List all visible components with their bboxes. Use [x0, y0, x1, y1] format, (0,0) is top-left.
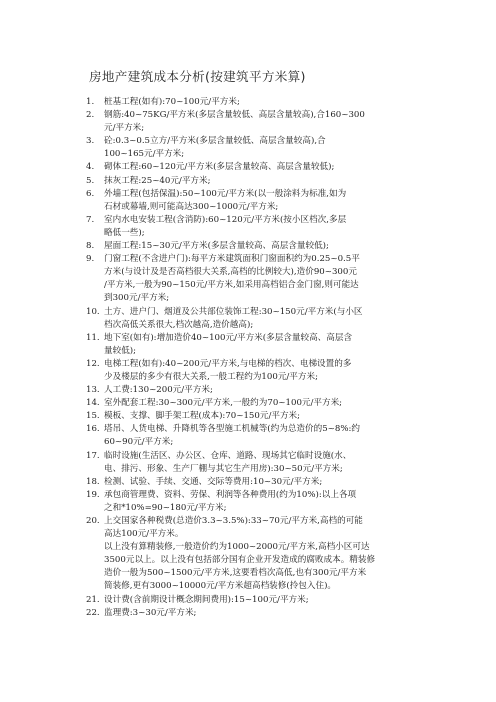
list-item [86, 96, 402, 109]
item-number: 8. [86, 241, 95, 252]
item-number: 19. [86, 489, 100, 500]
list-item [86, 594, 402, 607]
item-text: 砼:0.3~0.5立方/平方米(多层含量较低、高层含量较高),合 100~165元/平方米; [104, 136, 326, 160]
item-number: 17. [86, 450, 100, 461]
list-item [86, 397, 402, 410]
item-text: 门窗工程(不含进户门):每平方米建筑面积门窗面积约为0.25~0.5平 方米(与设计及是否高档很大关系,高档的比例较大),造价90~300元 /平方米,一般为90~150元/平方米,如采用高档铝合金门窗,则可能达 到300元/平方米; [104, 254, 360, 304]
list-item [86, 240, 402, 253]
item-text: 上交国家各种税费(总造价3.3~3.5%):33~70元/平方米,高档的可能 高达100元/平方米。 [104, 516, 363, 540]
item-number: 10. [86, 306, 100, 317]
item-text: 砌体工程:60~120元/平方米(多层含量较高、高层含量较低); [104, 162, 335, 173]
item-number: 20. [86, 516, 100, 526]
item-text: 钢筋:40~75KG/平方米(多层含量较低、高层含量较高),合160~300 元/平方米; [104, 110, 365, 134]
item-number: 6. [86, 188, 95, 199]
item-number: 9. [86, 254, 95, 265]
list-item [86, 135, 402, 161]
item-text: 土方、进户门、烟道及公共部位装饰工程:30~150元/平方米(与小区 档次高低关系很大,档次越高,造价越高); [104, 306, 363, 330]
list-item [86, 450, 402, 476]
list-item [86, 175, 402, 188]
item-text: 地下室(如有):增加造价40~100元/平方米(多层含量较高、高层含 量较低); [104, 332, 353, 356]
item-text: 室内水电安装工程(含消防):60~120元/平方米(按小区档次,多层 略低一些); [104, 214, 347, 238]
item-number: 22. [86, 607, 100, 618]
list-item [86, 476, 402, 489]
item-text: 室外配套工程:30~300元/平方米,一般约为70~100元/平方米; [104, 398, 343, 409]
list-item [86, 253, 402, 305]
item-text: 外墙工程(包括保温):50~100元/平方米(以一般涂料为标准,如为 石材或幕墙,则可能高达300~1000元/平方米; [104, 188, 347, 212]
item-number: 21. [86, 594, 100, 605]
cost-list [86, 96, 402, 620]
list-item [86, 332, 402, 358]
item-number: 14. [86, 398, 100, 409]
list-item [86, 410, 402, 423]
item-text: 检测、试验、手续、交通、交际等费用:10~30元/平方米; [104, 476, 323, 487]
item-number: 11. [86, 332, 100, 343]
item-number: 7. [86, 214, 95, 225]
list-item [86, 607, 402, 620]
list-item [86, 214, 402, 240]
item-number: 1. [86, 97, 95, 107]
item-text: 抹灰工程:25~40元/平方米; [104, 175, 211, 186]
list-item [86, 489, 402, 515]
list-item [86, 423, 402, 449]
list-item [86, 515, 402, 541]
item-text: 塔吊、人货电梯、升降机等各型施工机械等(约为总造价的5~8%:约 60~90元/平方米; [104, 424, 360, 448]
item-text: 监理费:3~30元/平方米; [104, 607, 197, 618]
item-text: 临时设施(生活区、办公区、仓库、道路、现场其它临时设施(水、 电、排污、形象、生产厂棚与其它生产用房):30~50元/平方米; [104, 450, 352, 474]
list-item [86, 161, 402, 174]
document-title: 房地产建筑成本分析(按建筑平方米算) [89, 69, 306, 84]
item-text: 承包商管理费、资料、劳保、利润等各种费用(约为10%):以上各项 之和*10%=90~180元/平方米; [104, 489, 357, 513]
item-text: 屋面工程:15~30元/平方米(多层含量较高、高层含量较低); [104, 241, 329, 252]
item-text: 桩基工程(如有):70~100元/平方米; [104, 97, 240, 107]
decoration-note: 以上没有算精装修,一般造价约为1000~2000元/平方米,高档小区可达 3500元以上。以上没有包括部分国有企业开发造成的腐败成本。精装修 造价一般为500~1500元/平方米,这要看档次高低,也有300元/平方米 简装修,更有3000~10000元/平方米超高档装修(拎包入住)。 [104, 542, 376, 592]
item-text: 模板、支撑、脚手架工程(成本):70~150元/平方米; [104, 411, 301, 422]
list-item [86, 358, 402, 384]
item-number: 2. [86, 110, 95, 121]
item-number: 15. [86, 411, 100, 422]
item-number: 3. [86, 136, 95, 147]
list-item [86, 306, 402, 332]
item-number: 16. [86, 424, 100, 435]
list-item [86, 109, 402, 135]
list-item [86, 188, 402, 214]
item-number: 4. [86, 162, 95, 173]
list-item [86, 384, 402, 397]
item-number: 18. [86, 476, 100, 487]
item-number: 5. [86, 175, 95, 186]
item-number: 12. [86, 358, 100, 369]
item-text: 人工费:130~200元/平方米; [104, 385, 213, 396]
item-number: 13. [86, 385, 100, 396]
item-text: 电梯工程(如有):40~200元/平方米,与电梯的档次、电梯设置的多 少及楼层的多少有很大关系,一般工程约为100元/平方米; [104, 358, 352, 382]
item-text: 设计费(含前期设计概念期间费用):15~100元/平方米; [104, 594, 309, 605]
